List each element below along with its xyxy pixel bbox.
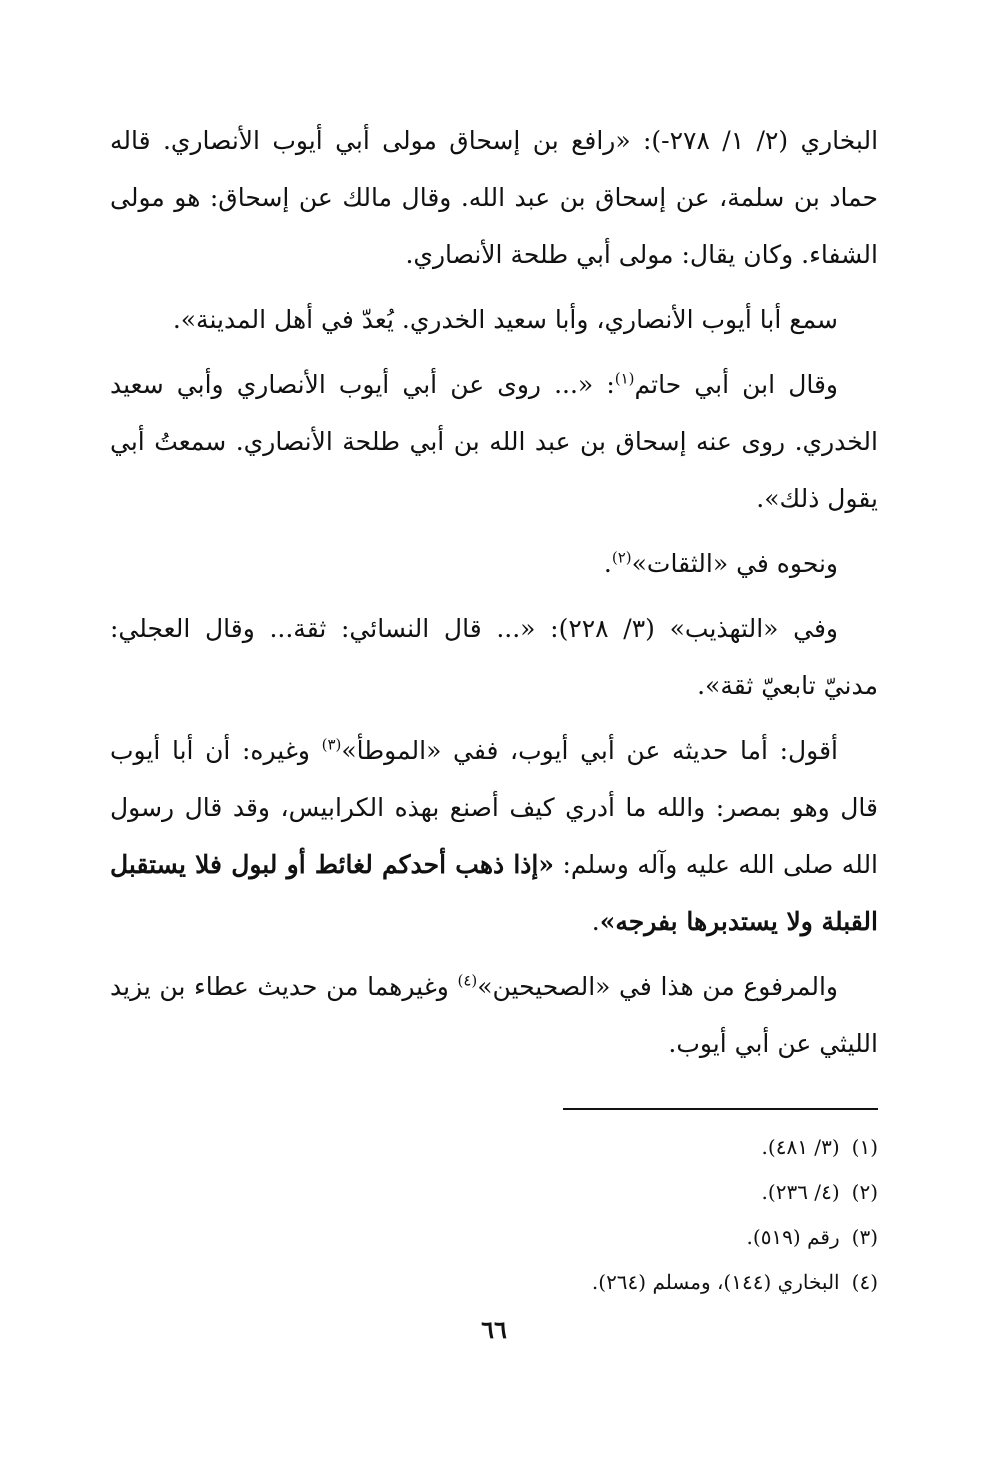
- footnote-ref-2[interactable]: (٢): [611, 548, 632, 567]
- footnote-2-text: (٤/ ٢٣٦).: [761, 1180, 840, 1204]
- paragraph-4: [110, 535, 878, 592]
- footnote-3-number: (٣): [851, 1225, 878, 1249]
- footnotes: [118, 1125, 878, 1305]
- paragraph-3-text-b: : «... روى عن أبي أيوب الأنصاري وأبي سعيد الخدري. روى عنه إسحاق بن عبد الله بن أبي طلحة الأنصاري. سمعتُ أبي يقول ذلك».: [110, 370, 878, 513]
- footnote-4: [118, 1260, 878, 1305]
- paragraph-5-text: وفي «التهذيب» (٣/ ٢٢٨): «... قال النسائي: ثقة... وقال العجلي: مدنيّ تابعيّ ثقة».: [110, 614, 878, 700]
- paragraph-2-text: سمع أبا أيوب الأنصاري، وأبا سعيد الخدري. يُعدّ في أهل المدينة».: [172, 305, 838, 334]
- paragraph-1: [110, 112, 878, 283]
- paragraph-3: [110, 356, 878, 527]
- footnote-ref-4[interactable]: (٤): [457, 971, 478, 990]
- paragraph-7-text-a: والمرفوع من هذا في «الصحيحين»: [477, 972, 838, 1001]
- footnote-ref-3[interactable]: (٣): [321, 735, 342, 754]
- paragraph-5: [110, 600, 878, 714]
- footnote-4-text: البخاري (١٤٤)، ومسلم (٢٦٤).: [591, 1270, 840, 1294]
- hadith-quote: «إذا ذهب أحدكم لغائط أو لبول فلا يستقبل القبلة ولا يستدبرها بفرجه»: [110, 850, 878, 936]
- paragraph-2: [110, 291, 878, 348]
- footnote-1: [118, 1125, 878, 1170]
- paragraph-6-text-a: أقول: أما حديثه عن أبي أيوب، ففي «الموطأ»: [341, 736, 838, 765]
- page-number: ٦٦: [481, 1315, 507, 1344]
- paragraph-6-text-c: .: [591, 907, 600, 936]
- footnote-separator: [563, 1108, 878, 1110]
- page-body: [110, 112, 878, 1080]
- paragraph-7: [110, 958, 878, 1072]
- paragraph-4-text-b: .: [603, 549, 612, 578]
- paragraph-6-text-b: وغيره: أن أبا أيوب قال وهو بمصر: والله ما أدري كيف أصنع بهذه الكرابيس، وقد قال رسول الله صلى الله عليه وآله وسلم:: [110, 736, 879, 879]
- paragraph-4-text-a: ونحوه في «الثقات»: [631, 549, 838, 578]
- footnote-2-number: (٢): [851, 1180, 878, 1204]
- paragraph-6: [110, 722, 878, 950]
- footnote-2: [118, 1170, 878, 1215]
- paragraph-7-text-b: وغيرهما من حديث عطاء بن يزيد الليثي عن أبي أيوب.: [110, 972, 878, 1058]
- footnote-1-text: (٣/ ٤٨١).: [761, 1135, 840, 1159]
- footnote-ref-1[interactable]: (١): [614, 369, 635, 388]
- paragraph-3-text-a: وقال ابن أبي حاتم: [634, 370, 838, 399]
- footnote-1-number: (١): [851, 1135, 878, 1159]
- paragraph-1-text: البخاري (٢/ ١/ ٢٧٨-): «رافع بن إسحاق مولى أبي أيوب الأنصاري. قاله حماد بن سلمة، عن إسحاق بن عبد الله. وقال مالك عن إسحاق: هو مولى الشفاء. وكان يقال: مولى أبي طلحة الأنصاري.: [110, 126, 879, 269]
- footnote-3-text: رقم (٥١٩).: [746, 1225, 840, 1249]
- footnote-3: [118, 1215, 878, 1260]
- footnote-4-number: (٤): [851, 1270, 878, 1294]
